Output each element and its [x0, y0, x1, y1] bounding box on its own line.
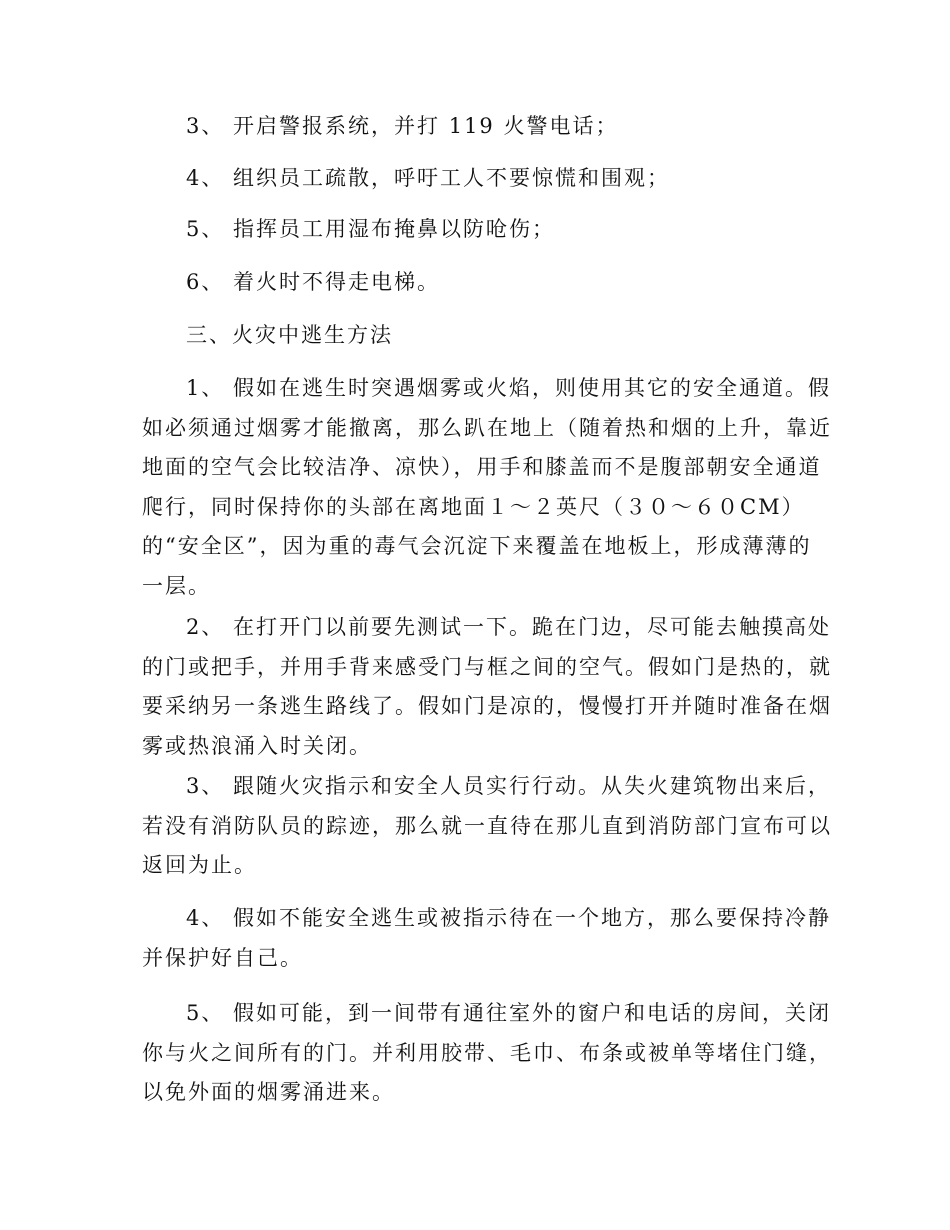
- paragraph-line: 雾或热浪涌入时关闭。: [142, 733, 372, 758]
- paragraph-step-5-cover-nose: [142, 210, 808, 250]
- paragraph-line: 返回为止。: [142, 853, 257, 877]
- paragraph-line: 并保护好自己。: [142, 945, 303, 970]
- paragraph-step-6-no-elevator: [142, 263, 808, 303]
- paragraph-line: 地面的空气会比较洁净、凉快），用手和膝盖而不是腹部朝安全通道: [142, 455, 822, 479]
- paragraph-line: 若没有消防队员的踪迹，那么就一直待在那儿直到消防部门宣布可以: [142, 813, 832, 838]
- paragraph-step-3-alarm: [142, 107, 808, 147]
- paragraph-step-4-evacuate: [142, 159, 808, 199]
- paragraph-line: 爬行，同时保持你的头部在离地面１～２英尺（３０～６０CM）: [142, 494, 805, 519]
- section-heading-text: 三、火灾中逃生方法: [186, 323, 393, 347]
- paragraph-escape-4: [142, 899, 832, 978]
- paragraph-line: 一层。: [142, 573, 211, 598]
- paragraph-line: 6、 着火时不得走电梯。: [186, 270, 441, 294]
- paragraph-escape-1: [142, 369, 832, 606]
- paragraph-line: 以免外面的烟雾涌进来。: [142, 1080, 395, 1104]
- paragraph-line: 3、 跟随火灾指示和安全人员实行行动。从失火建筑物出来后，: [186, 774, 832, 798]
- paragraph-line: 的“安全区”，因为重的毒气会沉淀下来覆盖在地板上，形成薄薄的: [142, 534, 812, 558]
- paragraph-line: 5、 假如可能，到一间带有通往室外的窗户和电话的房间，关闭: [186, 1001, 832, 1025]
- paragraph-line: 1、 假如在逃生时突遇烟雾或火焰，则使用其它的安全通道。假: [186, 376, 832, 400]
- paragraph-escape-3: [142, 767, 832, 886]
- paragraph-line: 5、 指挥员工用湿布掩鼻以防呛伤；: [186, 217, 556, 241]
- paragraph-line: 4、 组织员工疏散，呼吁工人不要惊慌和围观；: [186, 166, 671, 190]
- paragraph-line: 如必须通过烟雾才能撤离，那么趴在地上（随着热和烟的上升，靠近: [142, 415, 832, 440]
- paragraph-line: 的门或把手，并用手背来感受门与框之间的空气。假如门是热的，就: [142, 654, 832, 679]
- paragraph-escape-5: [142, 994, 832, 1113]
- paragraph-line: 2、 在打开门以前要先测试一下。跪在门边，尽可能去触摸高处: [186, 615, 832, 639]
- paragraph-line: 3、 开启警报系统，并打 119 火警电话；: [186, 114, 619, 138]
- paragraph-line: 你与火之间所有的门。并利用胶带、毛巾、布条或被单等堵住门缝，: [142, 1040, 832, 1065]
- section-heading-escape-methods: [142, 316, 808, 356]
- paragraph-escape-2: [142, 608, 832, 766]
- paragraph-line: 4、 假如不能安全逃生或被指示待在一个地方，那么要保持冷静: [186, 906, 832, 930]
- paragraph-line: 要采纳另一条逃生路线了。假如门是凉的，慢慢打开并随时准备在烟: [142, 694, 832, 718]
